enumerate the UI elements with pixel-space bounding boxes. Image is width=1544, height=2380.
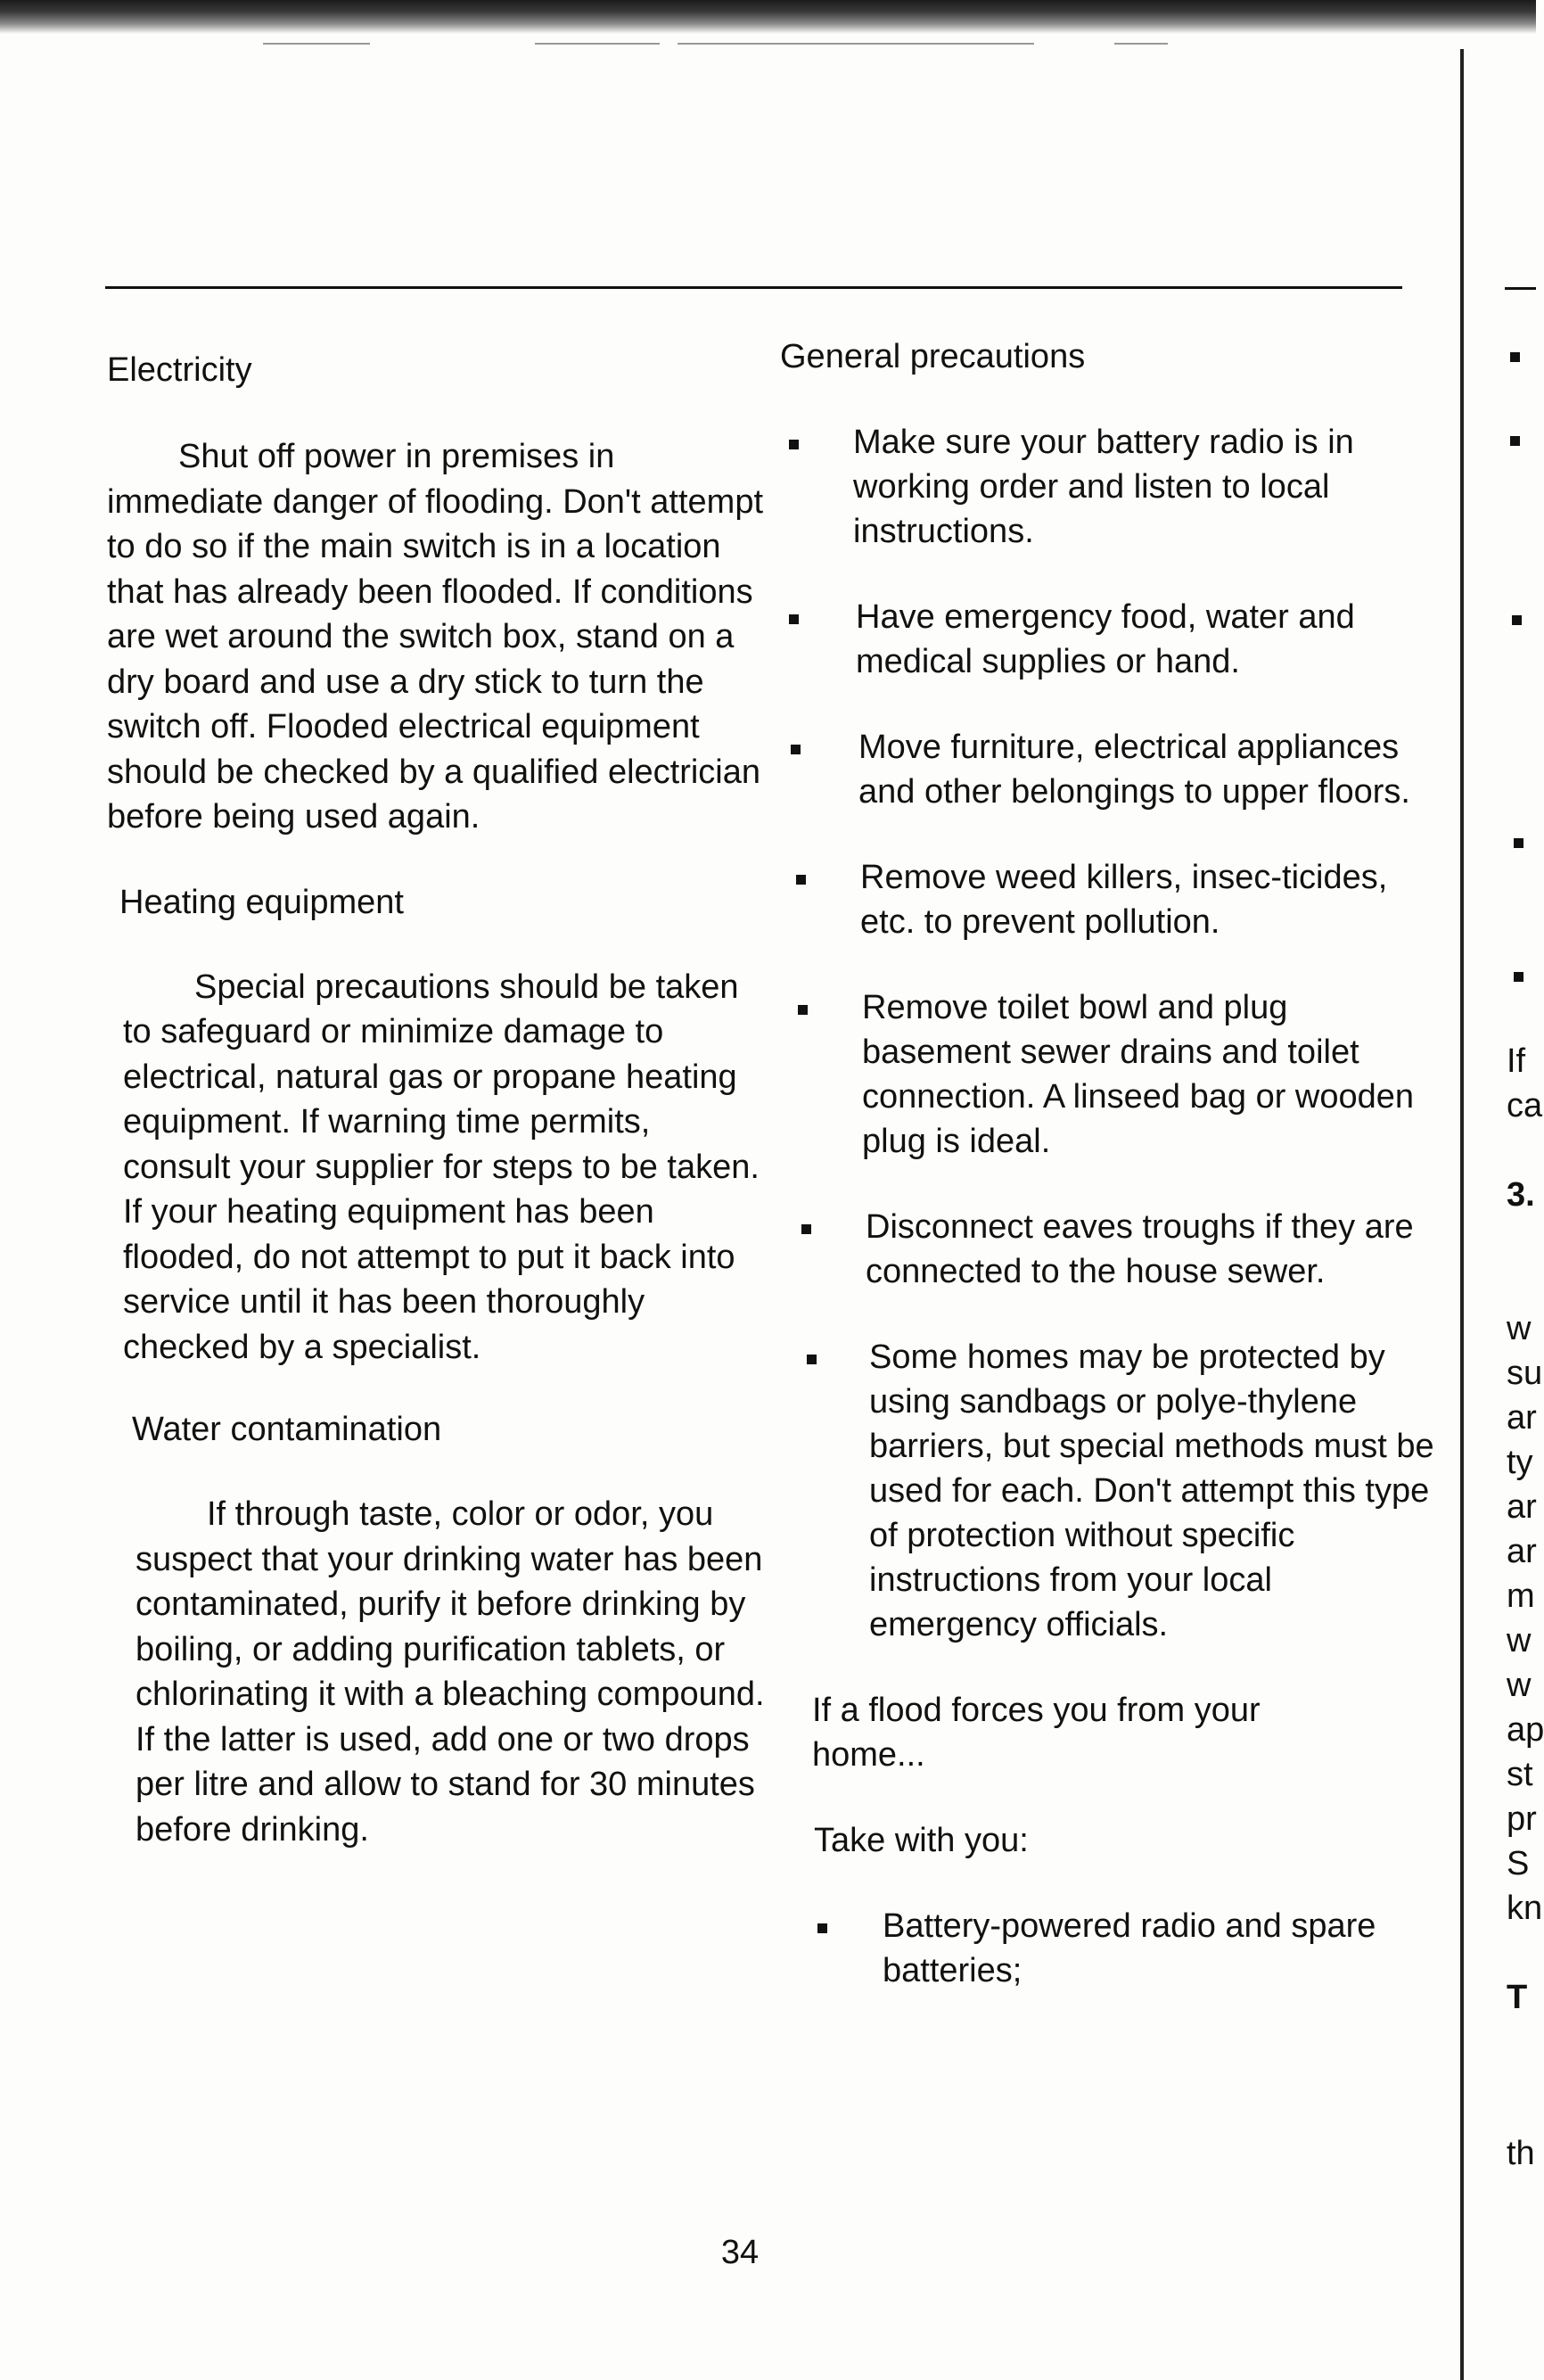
list-item	[780, 725, 1435, 814]
scan-speck	[535, 43, 660, 45]
fragment-text: If	[1507, 1042, 1526, 1080]
bullet-icon	[789, 614, 799, 624]
list-item	[780, 1904, 1435, 1993]
bullet-icon	[817, 1923, 827, 1933]
section-body-water: If through taste, color or odor, you suspect that your drinking water has been contaminated, purify it before drinking by boiling, or adding purification tablets, or chlorinating it with a bleaching compound. If the latter is used, add one or two drops per litre and allow to stand for 30 minutes before drinking.	[136, 1495, 765, 1849]
fragment-text: w	[1507, 1622, 1532, 1659]
flood-forces-line: If a flood forces you from your home...	[812, 1692, 1261, 1774]
list-item-text: Have emergency food, water and medical supplies or hand.	[856, 598, 1355, 680]
fragment-text: ar	[1507, 1533, 1537, 1570]
list-item-text: Disconnect eaves troughs if they are connected to the house sewer.	[866, 1208, 1414, 1290]
list-item	[780, 985, 1435, 1164]
section-title-general-precautions: General precautions	[780, 338, 1086, 375]
section-title-water: Water contamination	[132, 1411, 442, 1448]
list-item	[780, 595, 1435, 684]
fragment-text: w	[1507, 1667, 1532, 1704]
next-page-fragment	[1507, 334, 1544, 2296]
fragment-text: T	[1507, 1979, 1528, 2016]
list-item	[780, 1205, 1435, 1294]
fragment-text: pr	[1507, 1800, 1537, 1838]
top-rule-next-page	[1505, 287, 1536, 290]
left-column	[107, 348, 767, 1852]
bullet-icon	[789, 440, 799, 449]
scan-top-edge	[0, 0, 1536, 34]
fragment-text: w	[1507, 1310, 1532, 1347]
section-title-electricity: Electricity	[107, 351, 252, 389]
fragment-text: th	[1507, 2135, 1535, 2172]
fragment-text: ar	[1507, 1399, 1537, 1437]
section-body-heating: Special precautions should be taken to safeguard or minimize damage to electrical, natural gas or propane heating equipment. If warning time permits, consult your supplier for steps to be taken. If your heating equipment has been flooded, do not attempt to put it back into service until it has been thoroughly checked by a specialist.	[123, 968, 760, 1366]
fragment-text: ap	[1507, 1711, 1544, 1749]
bullet-icon	[1510, 352, 1520, 362]
list-item-text: Remove weed killers, insec-ticides, etc. to prevent pollution.	[860, 859, 1388, 941]
list-item-text: Some homes may be protected by using sandbags or polye-thylene barriers, but special methods must be used for each. Don't attempt this type of protection without specific instructions from your local emergency officials.	[869, 1338, 1434, 1643]
bullet-icon	[807, 1355, 817, 1364]
bullet-icon	[796, 875, 806, 885]
fragment-text: 3.	[1507, 1176, 1535, 1214]
section-title-heating: Heating equipment	[119, 883, 404, 921]
take-with-label: Take with you:	[814, 1822, 1029, 1859]
bullet-icon	[1510, 436, 1520, 446]
list-item	[780, 855, 1435, 944]
bullet-icon	[798, 1005, 808, 1015]
bullet-icon	[801, 1224, 811, 1234]
scan-speck	[678, 43, 1034, 45]
bullet-icon	[1514, 838, 1523, 848]
fragment-text: ar	[1507, 1488, 1537, 1526]
fragment-text: ca	[1507, 1087, 1543, 1124]
list-item	[780, 420, 1435, 554]
fragment-text: st	[1507, 1756, 1533, 1793]
fragment-text: S	[1507, 1845, 1530, 1882]
fragment-text: su	[1507, 1355, 1543, 1392]
scan-speck	[263, 43, 370, 45]
list-item-text: Move furniture, electrical appliances and other belongings to upper floors.	[858, 729, 1410, 811]
fragment-text: kn	[1507, 1890, 1543, 1927]
list-item-text: Make sure your battery radio is in working order and listen to local instructions.	[853, 424, 1354, 550]
bullet-icon	[1512, 615, 1522, 625]
bullet-icon	[791, 745, 801, 754]
middle-column	[780, 334, 1435, 1993]
section-body-electricity: Shut off power in premises in immediate danger of flooding. Don't attempt to do so if the main switch is in a location that has already been flooded. If conditions are wet around the switch box, stand on a dry board and use a dry stick to turn the switch off. Flooded electrical equipment should be checked by a qualified electrician before being used again.	[107, 438, 764, 836]
bullet-icon	[1514, 972, 1523, 982]
list-item-text: Battery-powered radio and spare batteries;	[883, 1907, 1376, 1989]
scan-speck	[1114, 43, 1168, 45]
page-gutter-line	[1460, 49, 1464, 2380]
top-rule	[105, 286, 1402, 289]
list-item	[780, 1335, 1435, 1647]
list-item-text: Remove toilet bowl and plug basement sewer drains and toilet connection. A linseed bag or wooden plug is ideal.	[862, 989, 1415, 1160]
page-number: 34	[720, 2234, 760, 2271]
fragment-text: m	[1507, 1577, 1535, 1615]
fragment-text: ty	[1507, 1444, 1533, 1481]
